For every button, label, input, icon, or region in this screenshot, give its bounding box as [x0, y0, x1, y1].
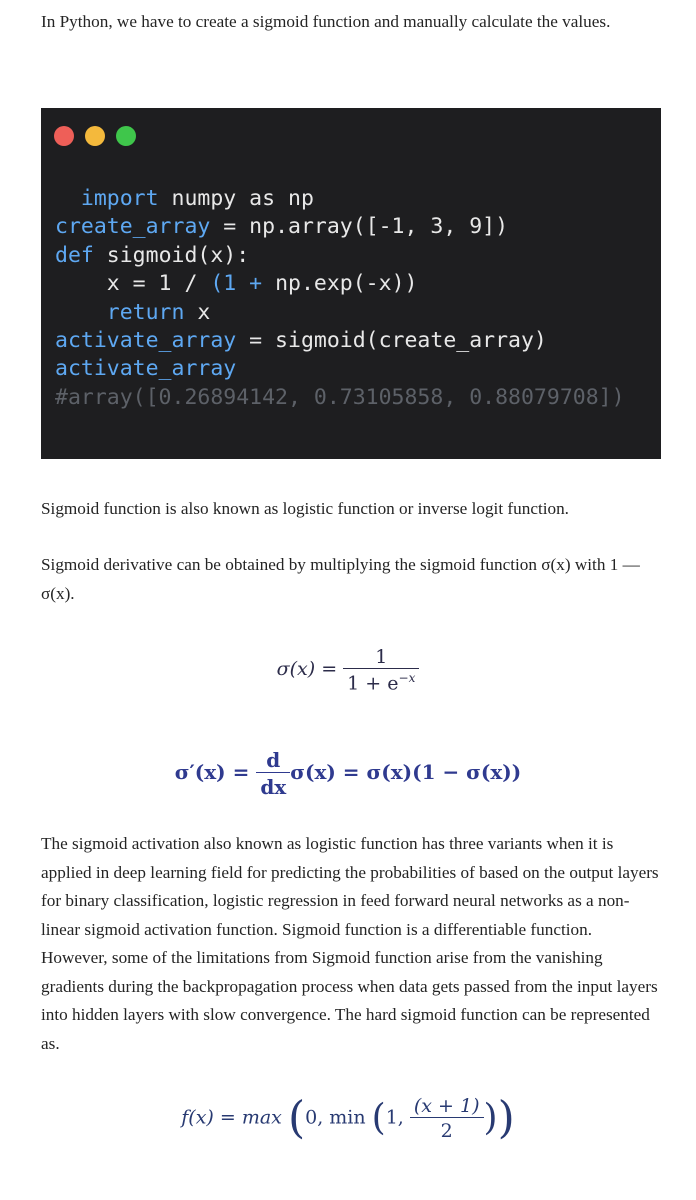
code-token: import — [80, 186, 159, 211]
code-token: sigmoid(x): — [93, 242, 250, 268]
code-token — [55, 300, 107, 325]
code-token: (1 + — [210, 271, 276, 297]
code-token: return — [106, 299, 185, 325]
derivative-formula-rhs: σ(x) = σ(x)(1 − σ(x)) — [290, 760, 522, 784]
window-controls — [54, 126, 136, 146]
derivative-fraction — [256, 748, 290, 799]
hard-sigmoid-inner-a: 0, min — [305, 1106, 366, 1129]
variants-paragraph: The sigmoid activation also known as logistic function has three variants when it is applied in deep learning field for predicting the probabilities of based on the output layers for binary classification, logistic regression in feed forward neural networks as a non-linear sigmoid activation function. Sigmoid function is a differentiable function. However, some of the limitations from Sigmoid function arise from the vanishing gradients during the backpropagation process when data gets passed from the input layers into hidden layers with slow convergence. The hard sigmoid function can be represented as. — [41, 834, 659, 1053]
code-token: activate_array — [55, 356, 237, 382]
code-token: = np.array([-1, 3, 9]) — [210, 214, 509, 240]
code-token: activate_array — [55, 327, 237, 353]
inner-close-paren-icon: ) — [483, 1097, 498, 1139]
code-token: create_array — [55, 214, 211, 240]
sigmoid-denominator: $1 + e^{-x}$ — [343, 668, 419, 694]
code-token — [55, 186, 81, 211]
code-token: x = 1 / — [55, 271, 211, 297]
sigmoid-exponent: −x — [398, 671, 416, 685]
code-line — [55, 327, 625, 355]
code-line — [55, 185, 625, 213]
code-token: np.exp(-x)) — [275, 271, 418, 297]
hard-sigmoid-numerator: (x + 1) — [413, 1095, 480, 1117]
derivative-paragraph: Sigmoid derivative can be obtained by multiplying the sigmoid function σ(x) with 1 — σ(x). — [41, 555, 640, 603]
code-line — [55, 213, 625, 241]
logistic-paragraph: Sigmoid function is also known as logistic function or inverse logit function. — [41, 499, 569, 518]
derivative-denominator: dx — [256, 772, 290, 799]
code-token: x — [184, 299, 211, 325]
outer-close-paren-icon: ) — [497, 1092, 515, 1144]
hard-sigmoid-lhs: f(x) = max — [181, 1106, 282, 1129]
close-dot-icon — [54, 126, 74, 146]
hard-sigmoid-denominator: 2 — [410, 1117, 484, 1142]
derivative-numerator: d — [266, 748, 281, 772]
code-line — [55, 299, 625, 327]
hard-sigmoid-fraction — [410, 1095, 484, 1142]
code-token: def — [55, 242, 94, 268]
code-line — [55, 355, 625, 383]
code-token: #array([0.26894142, 0.73105858, 0.88079708]) — [55, 384, 625, 410]
code-token: = sigmoid(create_array) — [236, 327, 547, 353]
outer-open-paren-icon: ( — [287, 1092, 306, 1144]
code-line — [55, 270, 625, 298]
code-line — [55, 242, 625, 270]
derivative-formula — [0, 748, 696, 799]
minimize-dot-icon — [85, 126, 105, 146]
inner-open-paren-icon: ( — [371, 1097, 386, 1139]
hard-sigmoid-formula — [0, 1092, 696, 1144]
sigmoid-fraction — [343, 646, 419, 694]
code-line — [55, 384, 625, 412]
maximize-dot-icon — [116, 126, 136, 146]
derivative-formula-lhs: σ′(x) = — [174, 760, 250, 784]
hard-sigmoid-inner-b: 1, — [385, 1106, 404, 1129]
intro-paragraph: In Python, we have to create a sigmoid function and manually calculate the values. — [41, 12, 611, 31]
sigmoid-formula-lhs: σ(x) = — [276, 658, 338, 681]
code-token: numpy as np — [158, 186, 314, 211]
code-block — [55, 185, 625, 412]
sigmoid-numerator: 1 — [375, 646, 388, 668]
sigmoid-formula — [0, 646, 696, 694]
